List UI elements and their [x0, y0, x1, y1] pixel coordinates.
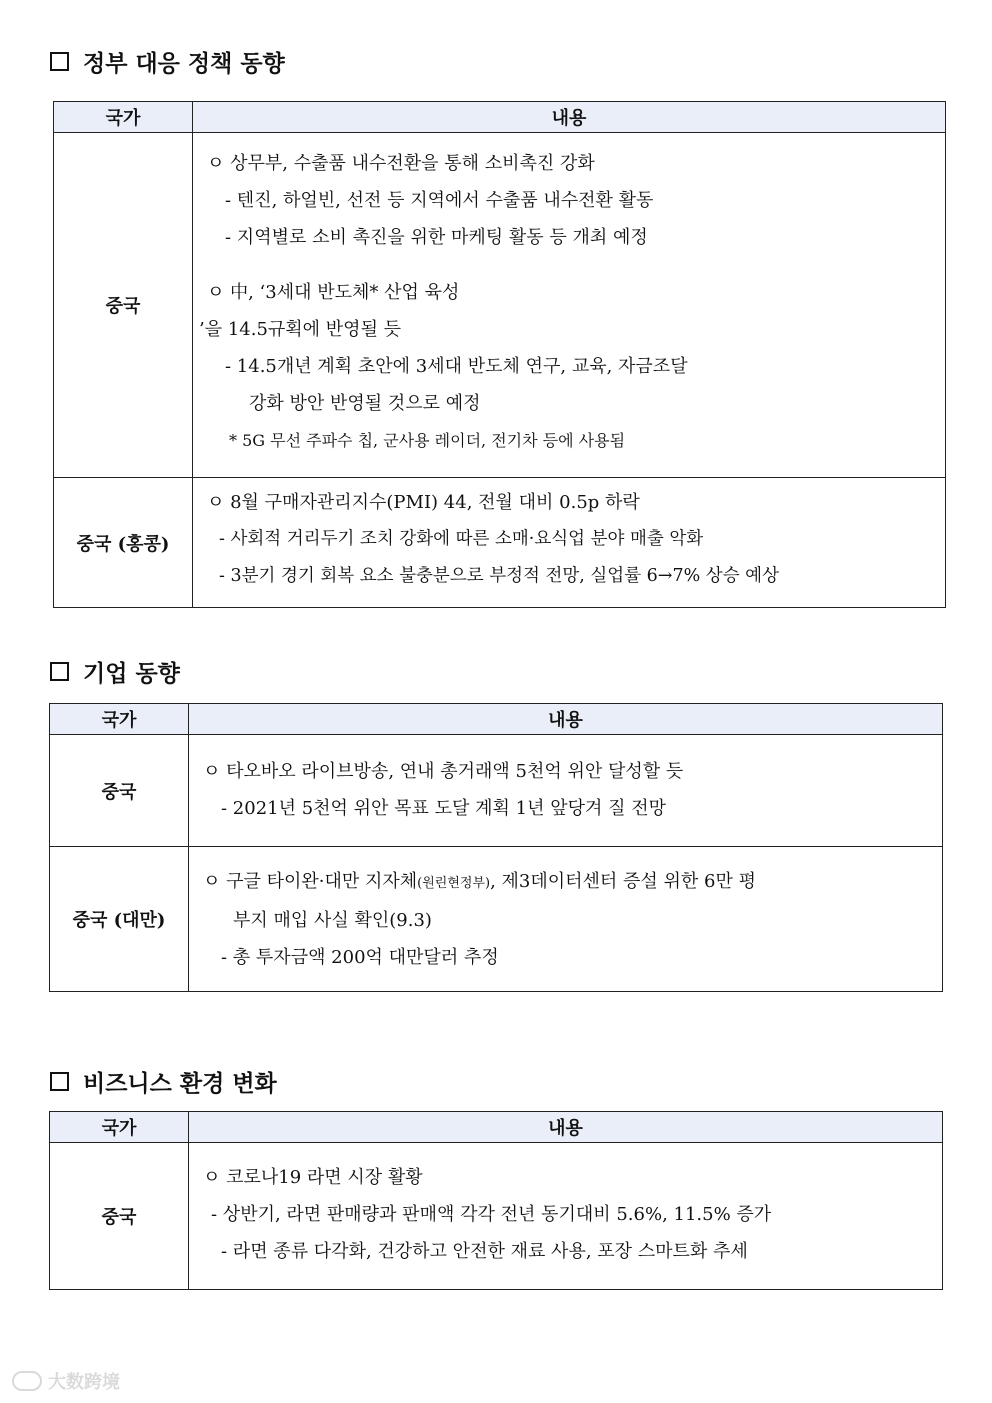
watermark-text: 大数跨境: [48, 1372, 120, 1393]
country-cell: 중국 (홍콩): [54, 478, 193, 608]
column-header-content: 내용: [193, 102, 946, 133]
list-item: 부지 매입 사실 확인(9.3): [233, 910, 432, 931]
list-item: - 3분기 경기 회복 요소 불충분으로 부정적 전망, 실업률 6→7% 상승 예상: [219, 566, 779, 586]
list-item: ㅇ 中, ‘3세대 반도체* 산업 육성: [207, 282, 460, 303]
watermark-logo-icon: [12, 1371, 42, 1391]
list-item: - 14.5개년 계획 초안에 3세대 반도체 연구, 교육, 자금조달: [225, 356, 688, 377]
country-cell: 중국: [50, 1143, 189, 1290]
list-item: ’을 14.5규획에 반영될 듯: [199, 319, 402, 340]
list-item: ㅇ 상무부, 수출품 내수전환을 통해 소비촉진 강화: [207, 153, 595, 174]
content-cell: [189, 1143, 943, 1290]
checkbox-square-icon: [50, 52, 69, 71]
section-title-business: [50, 655, 180, 688]
content-cell: [193, 133, 946, 478]
section-title-policy: [50, 45, 285, 78]
table-row: [54, 133, 946, 478]
checkbox-square-icon: [50, 1072, 69, 1091]
column-header-country: 국가: [54, 102, 193, 133]
content-cell: [189, 847, 943, 992]
list-item: - 사회적 거리두기 조치 강화에 따른 소매·요식업 분야 매출 악화: [219, 529, 704, 549]
environment-table: [49, 1111, 943, 1290]
section-title-text: 비즈니스 환경 변화: [83, 1070, 277, 1097]
list-item: ㅇ 타오바오 라이브방송, 연내 총거래액 5천억 위안 달성할 듯: [203, 761, 684, 782]
list-item-text: , 제3데이터센터 증설 위한 6만 평: [490, 871, 756, 892]
country-cell: 중국: [50, 735, 189, 847]
list-item-text-small: (원린현정부): [417, 876, 491, 891]
list-item-text: ㅇ 구글 타이완·대만 지자체: [203, 871, 418, 892]
table-row: [50, 735, 943, 847]
column-header-content: 내용: [189, 704, 943, 735]
table-row: [50, 847, 943, 992]
list-item: [203, 863, 932, 902]
list-item: - 텐진, 하얼빈, 선전 등 지역에서 수출품 내수전환 활동: [225, 190, 654, 211]
business-table: [49, 703, 943, 992]
table-row: [50, 1143, 943, 1290]
column-header-content: 내용: [189, 1112, 943, 1143]
section-title-text: 기업 동향: [83, 660, 180, 687]
list-item: - 상반기, 라면 판매량과 판매액 각각 전년 동기대비 5.6%, 11.5% 증가: [211, 1204, 772, 1225]
watermark: [12, 1368, 120, 1394]
content-cell: [189, 735, 943, 847]
list-item: - 지역별로 소비 촉진을 위한 마케팅 활동 등 개최 예정: [225, 227, 648, 248]
list-item: - 총 투자금액 200억 대만달러 추정: [221, 947, 499, 968]
section-title-environment: [50, 1065, 277, 1098]
checkbox-square-icon: [50, 662, 69, 681]
section-title-text: 정부 대응 정책 동향: [83, 50, 285, 77]
content-cell: [193, 478, 946, 608]
list-item: - 라면 종류 다각화, 건강하고 안전한 재료 사용, 포장 스마트화 추세: [221, 1241, 748, 1262]
column-header-country: 국가: [50, 704, 189, 735]
country-cell: 중국: [54, 133, 193, 478]
footnote: * 5G 무선 주파수 칩, 군사용 레이더, 전기차 등에 사용됨: [229, 431, 626, 450]
list-item: - 2021년 5천억 위안 목표 도달 계획 1년 앞당겨 질 전망: [221, 798, 666, 819]
table-row: [54, 478, 946, 608]
list-item: ㅇ 8월 구매자관리지수(PMI) 44, 전월 대비 0.5p 하락: [207, 492, 640, 513]
country-cell: 중국 (대만): [50, 847, 189, 992]
list-item: ㅇ 코로나19 라면 시장 활황: [203, 1167, 423, 1188]
policy-table: [53, 101, 946, 608]
list-item: 강화 방안 반영될 것으로 예정: [249, 393, 481, 414]
column-header-country: 국가: [50, 1112, 189, 1143]
